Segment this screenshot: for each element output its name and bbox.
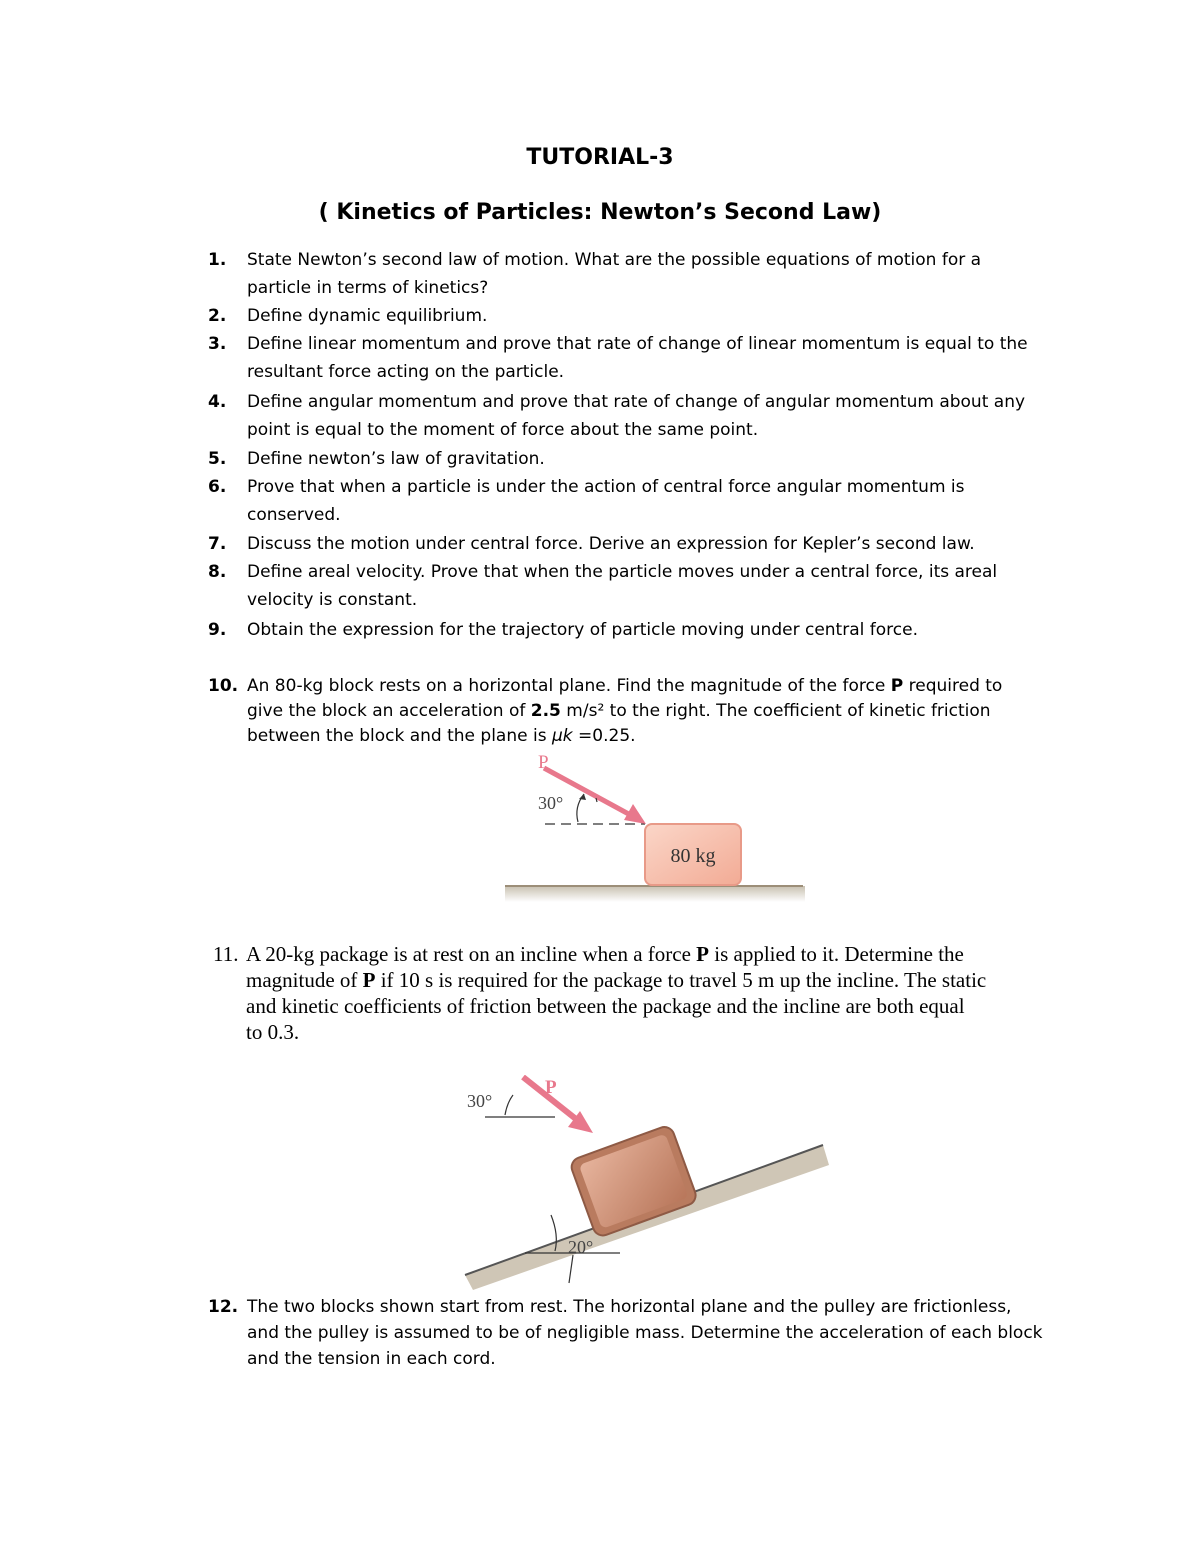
question-text: =0.25. [572,726,636,746]
question-text: particle in terms of kinetics? [247,278,489,298]
question-text: give the block an acceleration of [247,701,531,721]
question-1 [208,246,1068,302]
question-text: Define linear momentum and prove that rate of change of linear momentum is equal to the [247,334,1028,354]
question-number: 7. [208,534,227,554]
question-3 [208,330,1068,386]
question-text: is applied to it. Determine the [709,942,964,966]
question-text: Define angular momentum and prove that rate of change of angular momentum about any [247,392,1026,412]
arc-arrow-icon [579,794,586,800]
angle-arc [505,1095,513,1115]
question-7 [208,530,1068,558]
question-12 [208,1294,1068,1372]
question-text: State Newton’s second law of motion. What are the possible equations of motion for a [247,250,982,270]
question-number: 12. [208,1297,239,1317]
question-text: The two blocks shown start from rest. The horizontal plane and the pulley are frictionless, [247,1297,1012,1317]
force-label: P [545,1077,557,1098]
question-4 [208,388,1068,444]
question-text: m/s² to the right. The coefficient of kinetic friction [560,701,991,721]
question-11 [213,941,1073,1045]
question-text: between the block and the plane is [247,726,552,746]
force-symbol: P [696,942,709,966]
question-8 [208,558,1068,614]
question-text: magnitude of [246,968,363,992]
question-text: and the pulley is assumed to be of negligible mass. Determine the acceleration of each block [247,1323,1043,1343]
angle-label: 30° [538,793,564,813]
question-6 [208,473,1068,529]
question-number: 8. [208,562,227,582]
question-text: if 10 s is required for the package to travel 5 m up the incline. The static [375,968,987,992]
page-title: TUTORIAL-3 [526,145,674,170]
question-text: Obtain the expression for the trajectory of particle moving under central force. [247,620,918,640]
figure-block-on-plane [500,752,810,902]
figure-package-on-incline [455,1075,835,1290]
question-text: required to [903,676,1003,696]
force-label: P [538,752,549,773]
question-number: 4. [208,392,227,412]
acceleration-value: 2.5 [530,701,561,721]
question-text: Define dynamic equilibrium. [247,306,488,326]
question-number: 3. [208,334,227,354]
question-text: and the tension in each cord. [247,1349,496,1369]
force-symbol: P [362,968,376,992]
page-subtitle: ( Kinetics of Particles: Newton’s Second Law) [318,200,882,225]
question-number: 5. [208,449,227,469]
angle-label: 30° [467,1091,493,1111]
question-text: An 80-kg block rests on a horizontal plane. Find the magnitude of the force [247,676,891,696]
force-symbol: P [890,676,904,696]
question-text: A 20-kg package is at rest on an incline when a force [246,942,697,966]
question-9 [208,616,1068,644]
question-text: point is equal to the moment of force about the same point. [247,420,759,440]
question-text: Define newton’s law of gravitation. [247,449,545,469]
package-box [569,1124,699,1238]
question-number: 11. [213,942,239,966]
question-text: Define areal velocity. Prove that when the particle moves under a central force, its areal [247,562,998,582]
angle-tick [569,1255,573,1283]
question-10 [208,674,1068,749]
question-text: to 0.3. [246,1020,300,1044]
question-number: 9. [208,620,227,640]
question-text: and kinetic coefficients of friction between the package and the incline are both equal [246,994,965,1018]
question-text: resultant force acting on the particle. [247,362,565,382]
question-2 [208,302,1068,330]
question-text: Prove that when a particle is under the action of central force angular momentum is [247,477,965,497]
question-number: 2. [208,306,227,326]
question-number: 6. [208,477,227,497]
question-text: Discuss the motion under central force. Derive an expression for Kepler’s second law. [247,534,975,554]
question-number: 10. [208,676,239,696]
ground-shade [505,886,805,902]
question-text: velocity is constant. [247,590,418,610]
question-number: 1. [208,250,227,270]
block-label: 80 kg [670,845,716,867]
question-5 [208,445,1068,473]
mu-symbol: μk [551,726,573,746]
incline-angle-label: 20° [568,1237,594,1257]
question-text: conserved. [247,505,341,525]
